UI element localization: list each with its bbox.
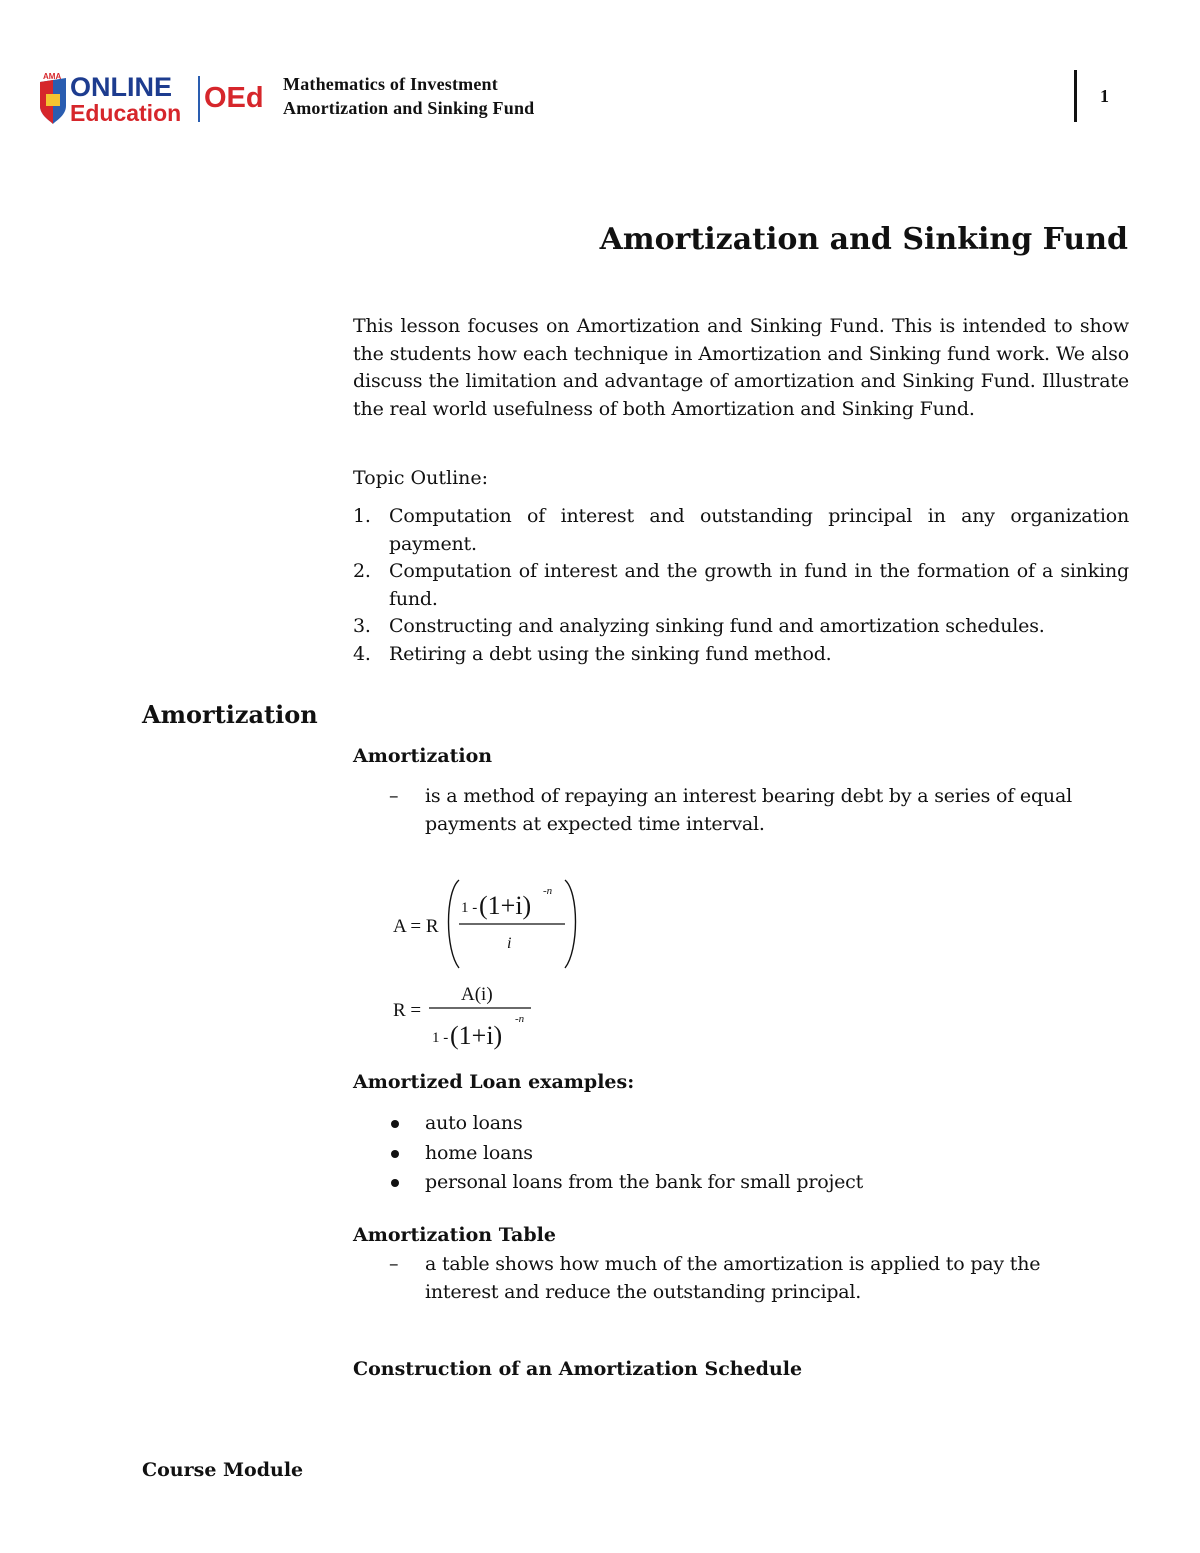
header-module-title: Amortization and Sinking Fund — [283, 98, 535, 118]
list-item — [353, 1109, 863, 1139]
list-number: 3. — [353, 615, 371, 637]
intro-paragraph: This lesson focuses on Amortization and Sinking Fund. This is intended to show the students how each technique in Amortization and Sinking fund work. We also discuss the limitation and advantage of amortization and Sinking Fund. Illustrate the real world usefulness of both Amortization and Sinking Fund. — [353, 315, 1129, 420]
list-text: home loans — [425, 1141, 533, 1164]
list-text: auto loans — [425, 1112, 523, 1134]
header-divider — [1074, 70, 1077, 122]
formula2-numerator: A(i) — [461, 984, 493, 1005]
list-item — [353, 558, 1129, 613]
list-number: 1. — [353, 505, 371, 527]
formula2-base: (1+i) — [450, 1021, 503, 1050]
amortization-formulas — [385, 872, 605, 1062]
formula1-left-paren — [449, 880, 460, 968]
amortization-table-heading: Amortization Table — [353, 1224, 556, 1246]
logo-graphic — [38, 70, 278, 126]
bullet-icon — [391, 1179, 399, 1187]
logo-text-top: ONLINE — [70, 72, 173, 102]
definition-text: is a method of repaying an interest bearing debt by a series of equal payments at expected time interval. — [425, 785, 1072, 835]
examples-heading: Amortized Loan examples: — [353, 1071, 635, 1093]
list-item — [353, 503, 1129, 558]
logo-text-bottom: Education — [70, 100, 182, 126]
list-text: Computation of interest and outstanding principal in any organization payment. — [389, 505, 1129, 555]
online-education-logo — [38, 70, 278, 126]
topic-outline-list — [353, 503, 1129, 668]
bullet-icon — [391, 1120, 399, 1128]
dash-marker: – — [389, 785, 399, 807]
page-title: Amortization and Sinking Fund — [599, 222, 1128, 257]
examples-list — [353, 1109, 863, 1198]
formula1-base: (1+i) — [479, 891, 532, 920]
list-text: Computation of interest and the growth in fund in the formation of a sinking fund. — [389, 560, 1129, 610]
formula1-num-left: 1 - — [461, 900, 478, 916]
logo-badge: AMA — [43, 72, 62, 81]
formula1-denominator: i — [507, 935, 512, 952]
list-number: 4. — [353, 642, 371, 665]
formula1-right-paren — [565, 880, 576, 968]
list-item — [353, 613, 1129, 641]
formula-graphic — [385, 872, 605, 1062]
header-course-title: Mathematics of Investment — [283, 74, 498, 94]
bullet-icon — [391, 1150, 399, 1158]
formula1-lhs: A = R — [393, 916, 439, 937]
list-text: Constructing and analyzing sinking fund and amortization schedules. — [389, 615, 1045, 637]
list-text: personal loans from the bank for small project — [425, 1171, 864, 1193]
definition-text: a table shows how much of the amortization is applied to pay the interest and reduce the outstanding principal. — [425, 1253, 1041, 1303]
list-item — [353, 1168, 863, 1198]
dash-marker: – — [389, 1253, 399, 1275]
formula1-exponent: -n — [543, 885, 553, 897]
topic-outline-label: Topic Outline: — [353, 467, 489, 489]
list-number: 2. — [353, 560, 371, 582]
shield-emblem — [46, 94, 60, 106]
list-text: Retiring a debt using the sinking fund method. — [389, 642, 832, 665]
section-heading: Amortization — [142, 700, 318, 729]
list-item — [353, 641, 1129, 669]
page-number: 1 — [1100, 86, 1109, 106]
formula2-den-left: 1 - — [432, 1030, 449, 1046]
formula2-exponent: -n — [515, 1013, 525, 1025]
list-item — [353, 1139, 863, 1169]
construction-heading: Construction of an Amortization Schedule — [353, 1358, 803, 1380]
amortization-subheading: Amortization — [353, 745, 493, 767]
formula2-lhs: R = — [393, 1000, 422, 1021]
logo-divider — [198, 76, 200, 122]
footer-label: Course Module — [142, 1459, 304, 1481]
logo-mark: OEd — [204, 82, 264, 114]
